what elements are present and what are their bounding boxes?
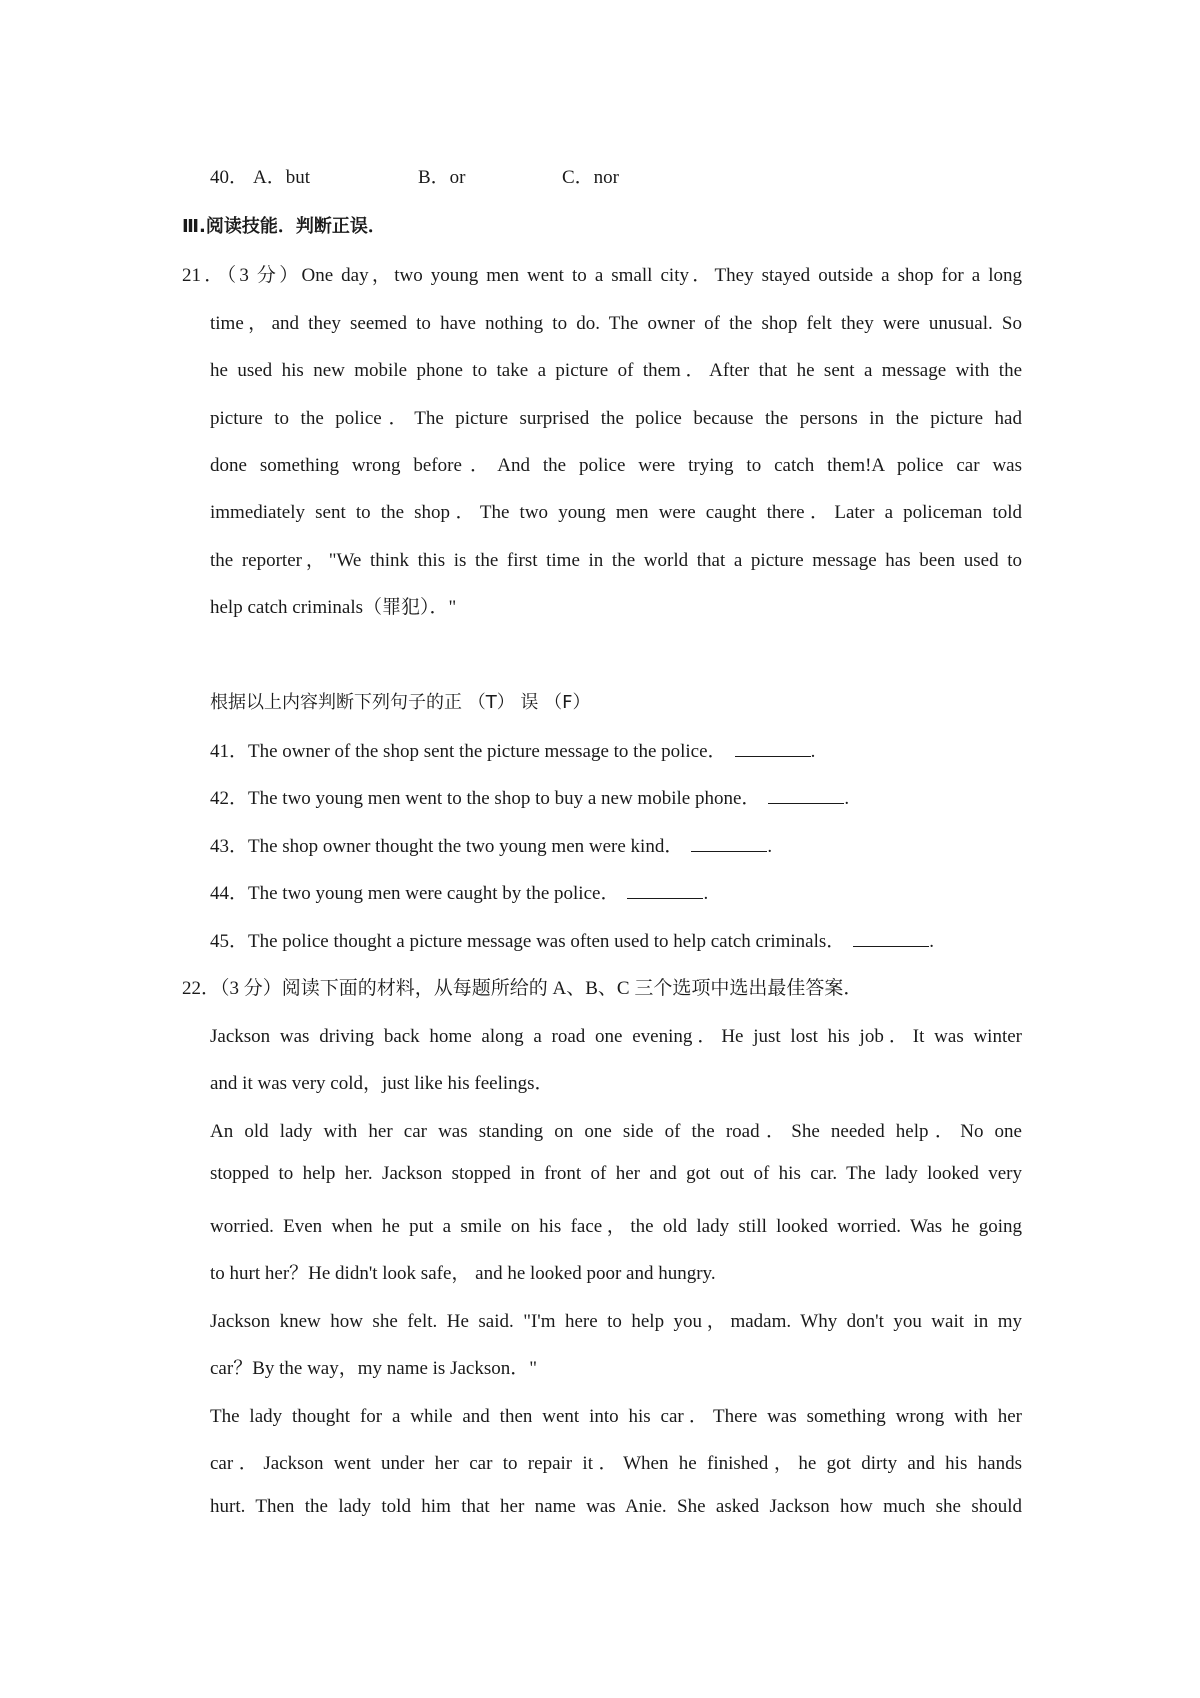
question-40-number: 40．	[210, 167, 249, 188]
statement-text: 42．The two young men went to the shop to buy a new mobile phone．	[210, 788, 761, 809]
tf-instruction: 根据以上内容判断下列句子的正 （T） 误 （F）	[210, 692, 591, 713]
passage-line: and it was very cold，just like his feelings．	[210, 1073, 554, 1094]
passage-line: time，and they seemed to have nothing to do. The owner of the shop felt they were unusual. So	[210, 313, 1022, 334]
answer-blank[interactable]	[691, 837, 767, 852]
passage-line: to hurt her？He didn't look safe， and he looked poor and hungry.	[210, 1263, 716, 1284]
passage-line: immediately sent to the shop．The two young men were caught there．Later a policeman told	[210, 502, 1022, 523]
statement-text: 44．The two young men were caught by the police．	[210, 883, 620, 904]
statement-period: .	[767, 836, 773, 857]
answer-blank[interactable]	[768, 789, 844, 804]
passage-line: help catch criminals（罪犯）．"	[210, 597, 457, 618]
passage-line: the reporter，"We think this is the first time in the world that a picture message has been used to	[210, 550, 1022, 571]
statement-41	[210, 736, 815, 763]
statement-period: .	[929, 931, 935, 952]
statement-text: 43．The shop owner thought the two young men were kind．	[210, 836, 684, 857]
option-a: A．but	[253, 167, 311, 188]
statement-period: .	[810, 741, 816, 762]
statement-42	[210, 783, 849, 810]
statement-text: 41．The owner of the shop sent the picture message to the police．	[210, 741, 727, 762]
statement-period: .	[844, 788, 850, 809]
passage-line: hurt. Then the lady told him that her name was Anie. She asked Jackson how much she should	[210, 1496, 1022, 1517]
statement-44	[210, 878, 708, 905]
statement-text: 45．The police thought a picture message was often used to help catch criminals．	[210, 931, 846, 952]
answer-blank[interactable]	[853, 932, 929, 947]
option-c: C．nor	[562, 167, 620, 188]
section-heading: Ⅲ.阅读技能．判断正误．	[182, 216, 386, 237]
statement-period: .	[703, 883, 709, 904]
passage-line: stopped to help her. Jackson stopped in front of her and got out of his car. The lady looked very	[210, 1163, 1022, 1184]
passage-line: done something wrong before．And the police were trying to catch them!A police car was	[210, 455, 1022, 476]
passage-line: car？By the way，my name is Jackson．"	[210, 1358, 537, 1379]
answer-blank[interactable]	[627, 884, 703, 899]
statement-45	[210, 926, 934, 953]
passage-line: Jackson was driving back home along a road one evening．He just lost his job．It was winter	[210, 1026, 1022, 1047]
answer-blank[interactable]	[735, 742, 811, 757]
passage-line: he used his new mobile phone to take a picture of them．After that he sent a message with the	[210, 360, 1022, 381]
option-b: B．or	[418, 167, 466, 188]
passage-line: car．Jackson went under her car to repair it．When he finished，he got dirty and his hands	[210, 1453, 1022, 1474]
question-22-header: 22．（3 分）阅读下面的材料，从每题所给的 A、B、C 三个选项中选出最佳答案．	[182, 978, 863, 999]
statement-43	[210, 831, 772, 858]
passage-line: worried. Even when he put a smile on his face，the old lady still looked worried. Was he going	[210, 1216, 1022, 1237]
passage-line: An old lady with her car was standing on one side of the road．She needed help．No one	[210, 1121, 1022, 1142]
passage-line: The lady thought for a while and then went into his car．There was something wrong with her	[210, 1406, 1022, 1427]
passage-line: 21．（3 分）One day，two young men went to a small city．They stayed outside a shop for a long	[182, 265, 1022, 286]
passage-line: picture to the police．The picture surprised the police because the persons in the picture had	[210, 408, 1022, 429]
passage-line: Jackson knew how she felt. He said. "I'm here to help you，madam. Why don't you wait in my	[210, 1311, 1022, 1332]
